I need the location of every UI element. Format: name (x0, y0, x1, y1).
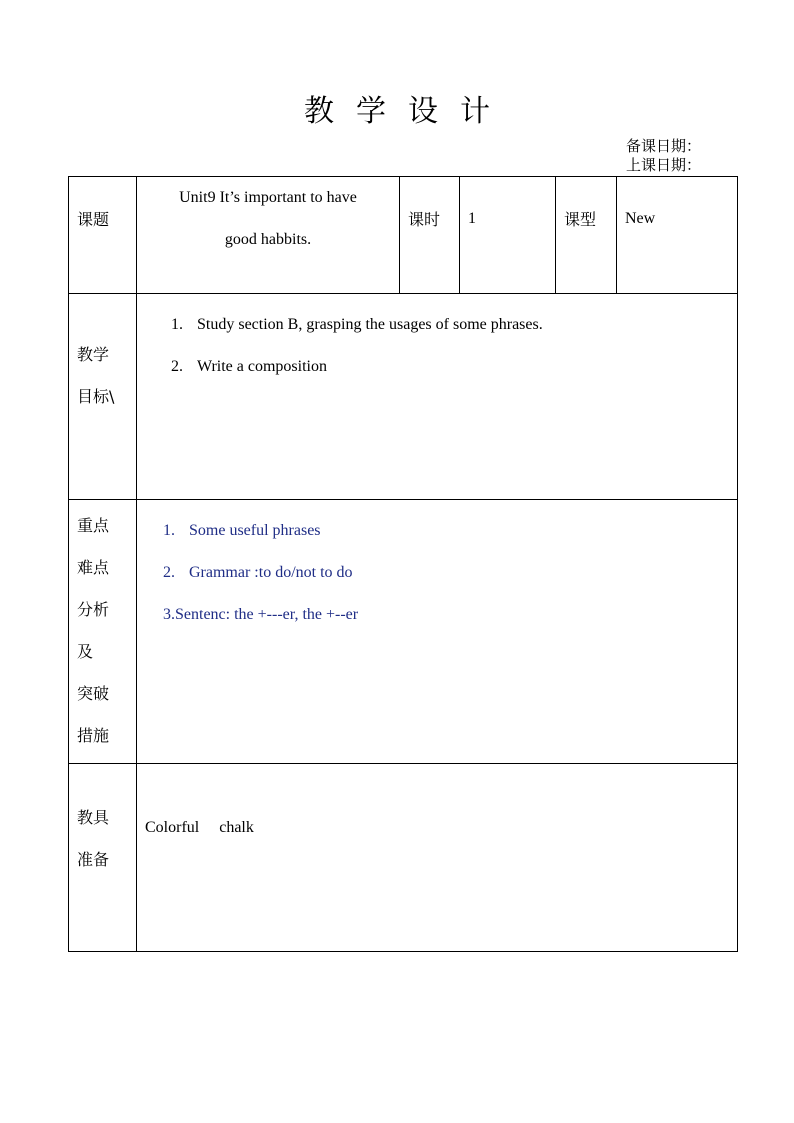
period-value: 1 (460, 177, 556, 294)
focus-content (137, 500, 738, 764)
prep-date-label: 备课日期： (626, 137, 702, 155)
tools-row (69, 764, 738, 952)
topic-row (69, 177, 738, 294)
focus-number: 2. (163, 564, 175, 581)
goals-row (69, 294, 738, 500)
focus-label-line: 及 (77, 642, 94, 661)
focus-label-line: 分析 (77, 600, 110, 619)
topic-value (137, 177, 400, 294)
lesson-plan-table (68, 176, 738, 952)
focus-label-line: 难点 (77, 558, 110, 577)
goals-label-line-2: 目标\ (77, 387, 115, 406)
focus-number: 1. (163, 522, 175, 539)
goals-list (137, 294, 737, 388)
goals-label (69, 294, 137, 500)
tools-label-line-1: 教具 (77, 808, 110, 827)
period-label: 课时 (400, 177, 460, 294)
topic-label: 课题 (69, 177, 137, 294)
tools-content (137, 764, 738, 952)
type-label: 课型 (556, 177, 617, 294)
goal-item (171, 346, 737, 388)
tools-label (69, 764, 137, 952)
topic-line-2: good habbits. (224, 231, 312, 248)
date-block (626, 137, 701, 175)
focus-row (69, 500, 738, 764)
document-title: 教学设计 (304, 94, 512, 129)
focus-item (163, 552, 737, 594)
focus-text: Some useful phrases (189, 522, 321, 539)
focus-text: Grammar :to do/not to do (189, 564, 353, 581)
goals-label-line-1: 教学 (77, 345, 110, 364)
focus-label-line: 重点 (77, 516, 110, 535)
goal-text: Study section B, grasping the usages of some phrases. (197, 316, 543, 333)
focus-label-line: 措施 (77, 726, 110, 745)
tools-word-1: Colorful (145, 819, 200, 836)
type-value: New (617, 177, 738, 294)
focus-label-line: 突破 (77, 684, 110, 703)
focus-label (69, 500, 137, 764)
goal-item (171, 304, 737, 346)
goal-text: Write a composition (197, 358, 327, 375)
tools-word-2: chalk (219, 819, 254, 836)
topic-line-1: Unit9 It’s important to have (179, 189, 357, 206)
class-date-label: 上课日期： (626, 156, 702, 174)
focus-text: 3.Sentenc: the +---er, the +--er (163, 606, 359, 623)
goal-number: 1. (171, 316, 183, 333)
goals-content (137, 294, 738, 500)
focus-item (163, 594, 737, 636)
goal-number: 2. (171, 358, 183, 375)
focus-list (137, 500, 737, 636)
tools-label-line-2: 准备 (77, 850, 110, 869)
focus-item (163, 510, 737, 552)
